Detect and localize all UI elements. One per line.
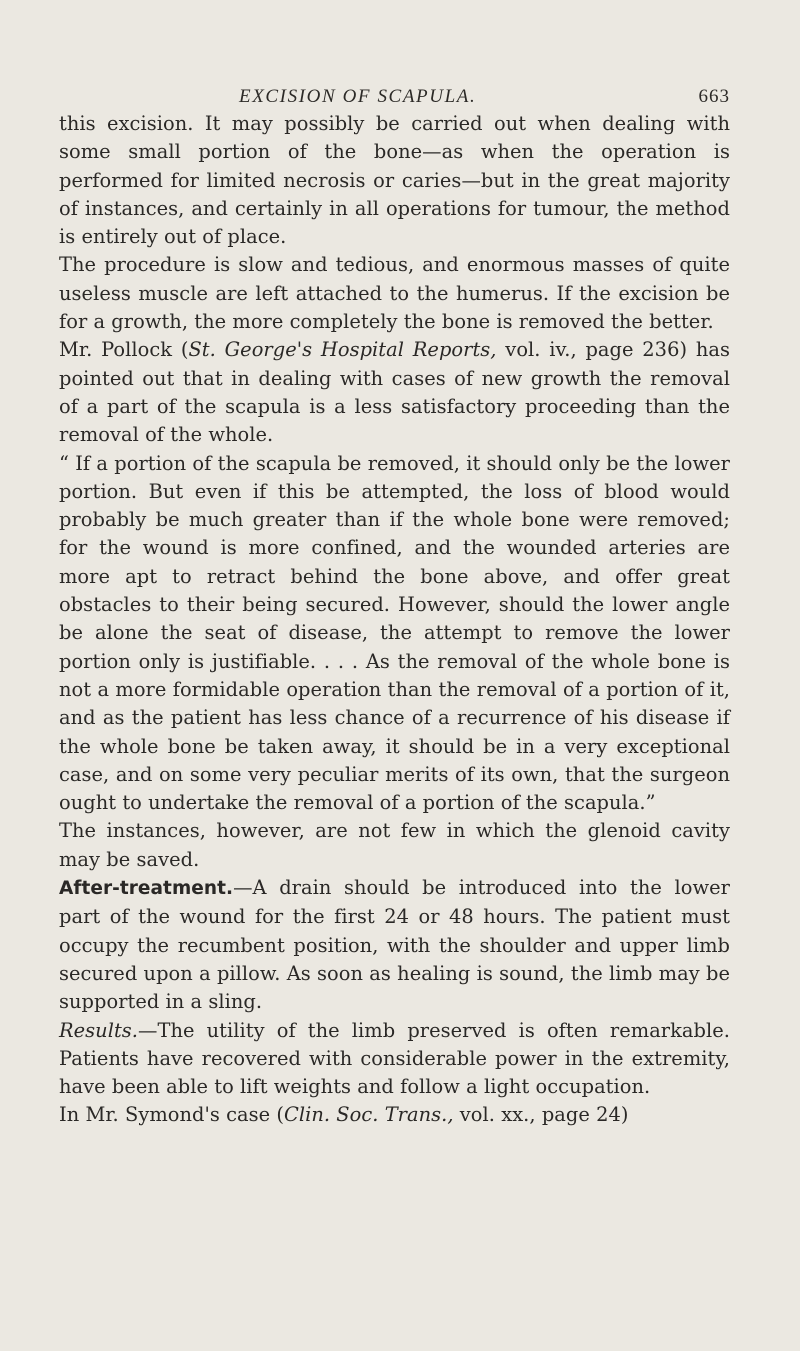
page-number: 663	[698, 86, 730, 107]
paragraph-5	[59, 817, 730, 874]
paragraph-2-text: The procedure is slow and tedious, and enormous masses of quite useless muscle are left attached to the humerus. If the excision be for a growth, the more completely the bone is removed the better.	[59, 253, 730, 334]
paragraph-8-text-a: In Mr. Symond's case (	[59, 1103, 284, 1127]
paragraph-6	[59, 874, 730, 1016]
body-text	[59, 110, 730, 1130]
paragraph-7-text: —The utility of the limb preserved is often remarkable. Patients have recovered with considerable power in the extremity, have been able to lift weights and follow a light occupation.	[59, 1018, 730, 1099]
paragraph-8	[59, 1101, 730, 1129]
paragraph-1-text: this excision. It may possibly be carried out when dealing with some small portion of the bone—as when the operation is performed for limited necrosis or caries—but in the great majority of instances, and certainly in all operations for tumour, the method is entirely out of place.	[59, 112, 730, 249]
paragraph-5-text: The instances, however, are not few in which the glenoid cavity may be saved.	[59, 819, 730, 871]
paragraph-4-quotation	[59, 450, 730, 818]
paragraph-3-text-a: Mr. Pollock (	[59, 338, 189, 362]
citation-clin-soc-trans: Clin. Soc. Trans.,	[283, 1103, 454, 1127]
paragraph-1	[59, 110, 730, 251]
paragraph-4-text: “ If a portion of the scapula be removed, it should only be the lower portion. But even if this be attempted, the loss of blood would probably be much greater than if the whole bone were removed; for the wound is more confined, and the wounded arteries are more apt to retract behind the bone above, and offer great obstacles to their being secured. However, should the lower angle be alone the seat of disease, the attempt to remove the lower portion only is justifiable. . . . As the removal of the whole bone is not a more formidable operation than the removal of a portion of it, and as the patient has less chance of a recurrence of his disease if the whole bone be taken away, it should be in a very exceptional case, and on some very peculiar merits of its own, that the surgeon ought to undertake the removal of a portion of the scapula.”	[59, 451, 730, 815]
paragraph-6-text: —A drain should be introduced into the lower part of the wound for the first 24 or 48 hours. The patient must occupy the recumbent position, with the shoulder and upper limb secured upon a pillow. As soon as healing is sound, the limb may be supported in a sling.	[59, 876, 730, 1014]
running-header	[59, 0, 730, 110]
paragraph-3	[59, 336, 730, 449]
paragraph-3-text-b: vol. iv., page 236) has pointed out that in dealing with cases of new growth the removal of a part of the scapula is a less satisfactory proceeding than the removal of the whole.	[59, 338, 730, 447]
paragraph-7	[59, 1017, 730, 1102]
citation-st-georges-reports: St. George's Hospital Reports,	[188, 338, 497, 362]
running-title: EXCISION OF SCAPULA.	[239, 86, 477, 107]
paragraph-2	[59, 251, 730, 336]
section-heading-after-treatment: After-treatment.	[59, 878, 234, 900]
paragraph-8-text-b: vol. xx., page 24)	[453, 1103, 629, 1127]
section-heading-results: Results.	[59, 1018, 139, 1042]
